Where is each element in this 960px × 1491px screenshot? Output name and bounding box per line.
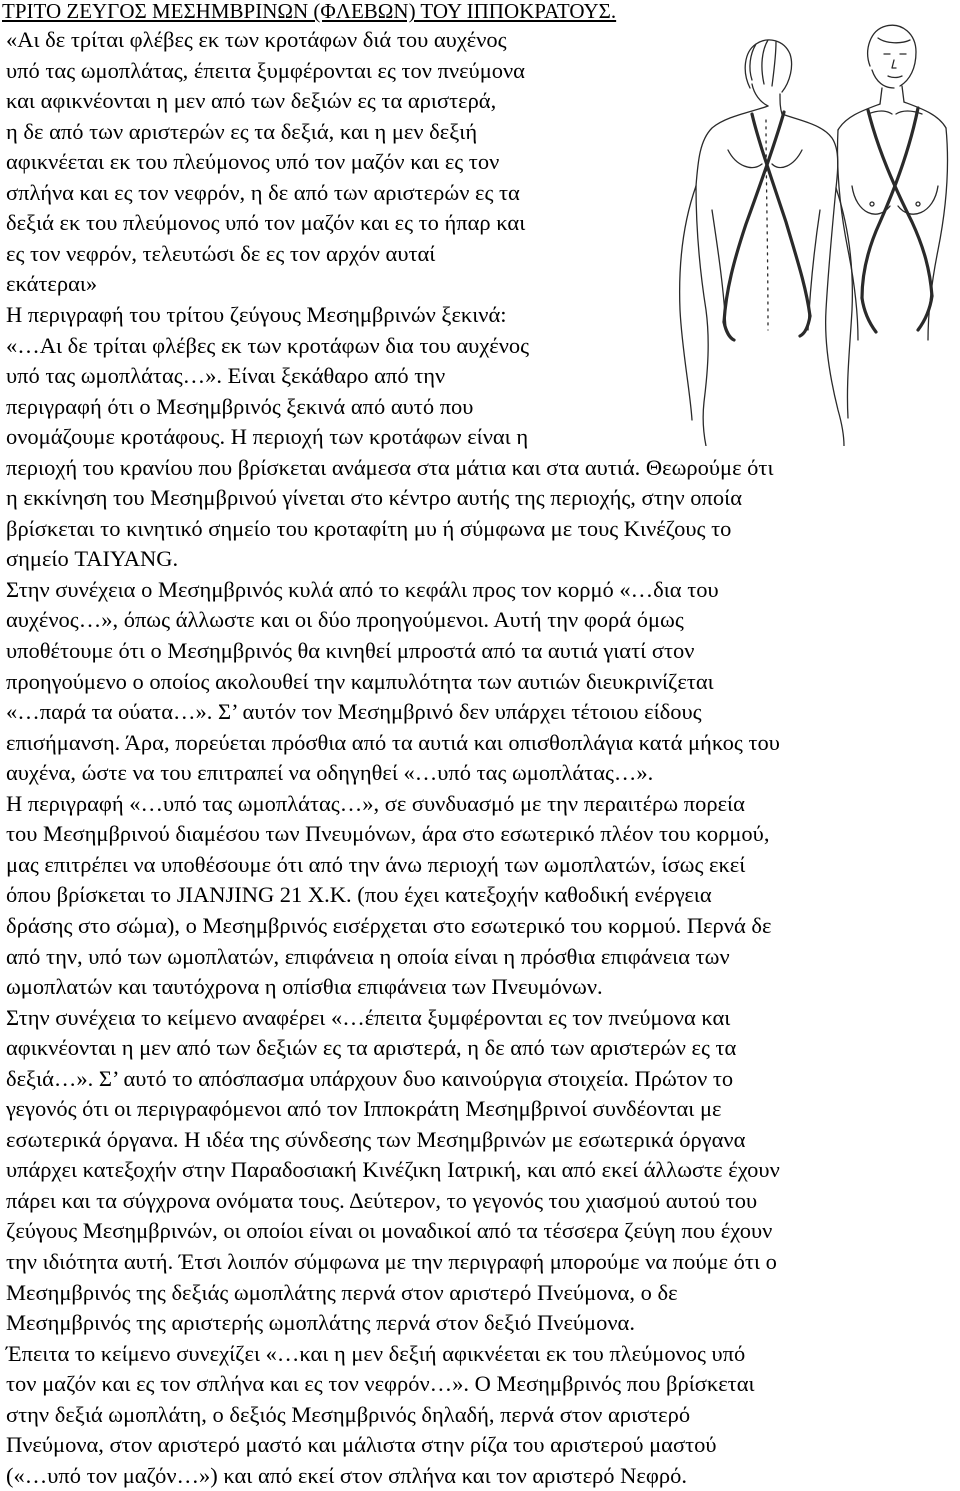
text-line: ζεύγους Μεσημβρινών, οι οποίοι είναι οι μοναδικοί από τα τέσσερα ζεύγη που έχουν: [6, 1218, 773, 1244]
text-line: εκάτεραι»: [6, 271, 98, 297]
text-line: Πνεύμονα, στον αριστερό μαστό και μάλιστα στην ρίζα του αριστερού μαστού: [6, 1432, 717, 1458]
text-line: του Μεσημβρινού διαμέσου των Πνευμόνων, άρα στο εσωτερικό πλέον του κορμού,: [6, 821, 770, 847]
text-line: υποθέτουμε ότι ο Μεσημβρινός θα κινηθεί μπροστά από τα αυτιά γιατί στον: [6, 638, 695, 663]
text-line: από την, υπό των ωμοπλατών, επιφάνεια η οποία είναι η πρόσθια επιφάνεια των: [6, 943, 730, 969]
text-line: σημείο TAIYANG.: [6, 546, 179, 572]
text-line: («…υπό τον μαζόν…») και από εκεί στον σπλήνα και τον αριστερό Νεφρό.: [6, 1462, 687, 1488]
text-line: Η περιγραφή του τρίτου ζεύγους Μεσημβρινών ξεκινά:: [6, 301, 507, 327]
text-line: αφικνέεται εκ του πλεύμονος υπό τον μαζόν και ες τον: [6, 149, 500, 175]
text-line: όπου βρίσκεται το JIANJING 21 X.K. (που έχει κατεξοχήν καθοδική ενέργεια: [6, 882, 712, 908]
text-line: αυχένα, ώστε να του επιτραπεί να οδηγηθεί «…υπό τας ωμοπλάτας…».: [6, 760, 654, 786]
anatomical-illustration: [672, 10, 954, 446]
text-line: αυχένος…», όπως άλλωστε και οι δύο προηγούμενοι. Αυτή την φορά όμως: [6, 607, 684, 633]
text-line: η δε από των αριστερών ες τα δεξιά, και η μεν δεξιή: [6, 118, 478, 144]
text-line: δεξιά…». Σ’ αυτό το απόσπασμα υπάρχουν δυο καινούργια στοιχεία. Πρώτον το: [6, 1065, 734, 1091]
text-line: τον μαζόν και ες τον σπλήνα και ες τον νεφρόν…». Ο Μεσημβρινός που βρίσκεται: [6, 1371, 755, 1397]
text-line: Η περιγραφή «…υπό τας ωμοπλάτας…», σε συνδυασμό με την περαιτέρω πορεία: [6, 790, 745, 816]
text-line: αφικνέονται η μεν από των δεξιών ες τα αριστερά, η δε από των αριστερών ες τα: [6, 1035, 737, 1061]
text-line: υπάρχει κατεξοχήν στην Παραδοσιακή Κινέζικη Ιατρική, και από εκεί άλλωστε έχουν: [6, 1157, 780, 1183]
text-line: ονομάζουμε κροτάφους. Η περιοχή των κροτάφων είναι η: [6, 424, 529, 450]
text-line: Στην συνέχεια ο Μεσημβρινός κυλά από το κεφάλι προς τον κορμό «…δια του: [6, 576, 719, 602]
text-line: στην δεξιά ωμοπλάτη, ο δεξιός Μεσημβρινός δηλαδή, περνά στον αριστερό: [6, 1401, 691, 1427]
meridian-body-drawing: [672, 10, 954, 446]
text-line: ωμοπλατών και ταυτόχρονα η οπίσθια επιφάνεια των Πνευμόνων.: [6, 974, 603, 1000]
text-line: Μεσημβρινός της δεξιάς ωμοπλάτης περνά στον αριστερό Πνεύμονα, ο δε: [6, 1279, 678, 1305]
text-line: υπό τας ωμοπλάτας…». Είναι ξεκάθαρο από την: [6, 363, 446, 389]
text-line: Στην συνέχεια το κείμενο αναφέρει «…έπειτα ξυμφέρονται ες τον πνεύμονα και: [6, 1004, 731, 1030]
text-line: προηγούμενο ο οποίος ακολουθεί την καμπυλότητα των αυτιών διευκρινίζεται: [6, 668, 714, 694]
text-line: Έπειτα το κείμενο συνεχίζει «…και η μεν δεξιή αφικνέεται εκ του πλεύμονος υπό: [6, 1340, 746, 1366]
text-line: την ιδιότητα αυτή. Έτσι λοιπόν σύμφωνα με την περιγραφή μπορούμε να πούμε ότι ο: [6, 1249, 777, 1274]
text-line: εσωτερικά όργανα. Η ιδέα της σύνδεσης των Μεσημβρινών με εσωτερικά όργανα: [6, 1126, 746, 1152]
text-line: υπό τας ωμοπλάτας, έπειτα ξυμφέρονται ες τον πνεύμονα: [6, 57, 525, 83]
text-line: «…παρά τα ούατα…». Σ’ αυτόν τον Μεσημβρινό δεν υπάρχει τέτοιου είδους: [6, 699, 702, 725]
text-line: η εκκίνηση του Μεσημβρινού γίνεται στο κέντρο αυτής της περιοχής, στην οποία: [6, 485, 742, 511]
text-line: μας επιτρέπει να υποθέσουμε ότι από την άνω περιοχή των ωμοπλατών, ίσως εκεί: [6, 851, 746, 877]
text-line: «Αι δε τρίται φλέβες εκ των κροτάφων διά του αυχένος: [6, 27, 507, 52]
text-line: πάρει και τα σύγχρονα ονόματα τους. Δεύτερον, το γεγονός του χιασμού αυτού του: [6, 1187, 758, 1213]
text-line: δράσης στο σώμα), ο Μεσημβρινός εισέρχεται στο εσωτερικό του κορμού. Περνά δε: [6, 912, 772, 938]
document-title: ΤΡΙΤΟ ΖΕΥΓΟΣ ΜΕΣΗΜΒΡΙΝΩΝ (ΦΛΕΒΩΝ) ΤΟΥ ΙΠΠΟΚΡΑΤΟΥΣ.: [2, 0, 617, 23]
text-line: επισήμανση. Άρα, πορεύεται πρόσθια από τα αυτιά και οπισθοπλάγια κατά μήκος του: [6, 729, 780, 755]
text-line: δεξιά εκ του πλεύμονος υπό τον μαζόν και ες το ήπαρ και: [6, 210, 526, 236]
text-line: «…Αι δε τρίται φλέβες εκ των κροτάφων δια του αυχένος: [6, 332, 530, 358]
text-line: Μεσημβρινός της αριστερής ωμοπλάτης περνά στον δεξιό Πνεύμονα.: [6, 1310, 635, 1336]
text-line: περιγραφή ότι ο Μεσημβρινός ξεκινά από αυτό που: [6, 393, 474, 419]
text-line: ες τον νεφρόν, τελευτώσι δε ες τον αρχόν αυταί: [6, 240, 436, 266]
text-line: περιοχή του κρανίου που βρίσκεται ανάμεσα στα μάτια και στα αυτιά. Θεωρούμε ότι: [6, 454, 774, 480]
text-line: βρίσκεται το κινητικό σημείο του κροταφίτη μυ ή σύμφωνα με τους Κινέζους το: [6, 515, 732, 541]
text-line: σπλήνα και ες τον νεφρόν, η δε από των αριστερών ες τα: [6, 179, 520, 205]
text-line: γεγονός ότι οι περιγραφόμενοι από τον Ιπποκράτη Μεσημβρινοί συνδέονται με: [6, 1096, 722, 1122]
text-line: και αφικνέονται η μεν από των δεξιών ες τα αριστερά,: [6, 88, 497, 114]
